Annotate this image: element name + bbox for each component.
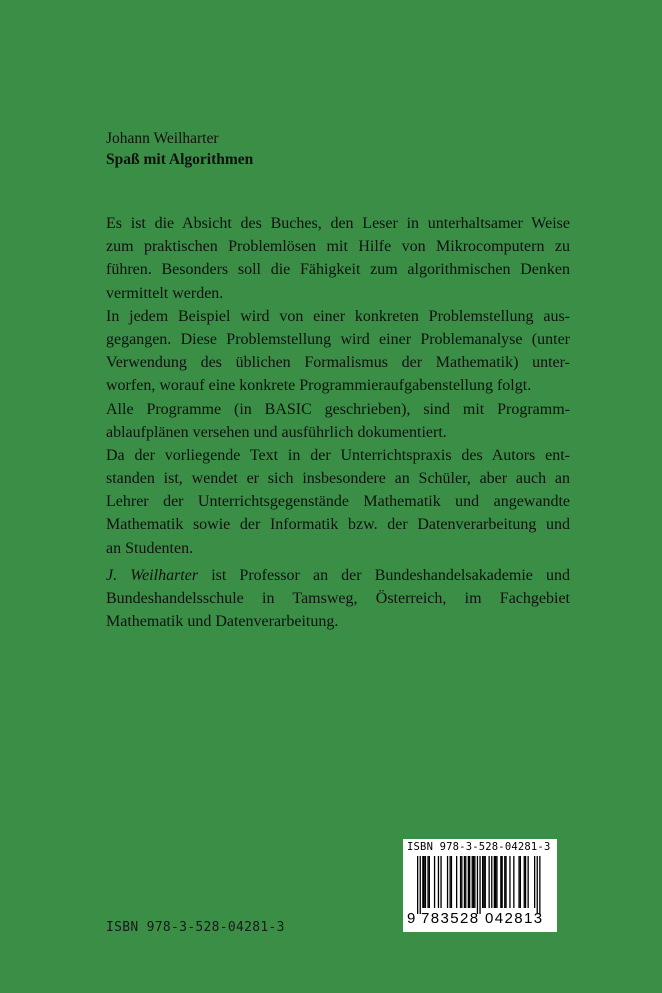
- bio-line: [106, 564, 570, 587]
- barcode-bar: [491, 856, 492, 908]
- description-line: Mathematik sowie der Informatik bzw. der Datenverarbeitung und: [106, 516, 570, 534]
- barcode-bar: [450, 856, 451, 908]
- barcode-bar: [429, 856, 430, 908]
- barcode-bar: [524, 856, 525, 908]
- barcode-bar: [495, 856, 496, 908]
- barcode-bar: [424, 856, 425, 908]
- bio-author-name: J. Weilharter: [106, 567, 199, 584]
- barcode-bar: [468, 856, 469, 908]
- barcode-bar: [440, 856, 441, 908]
- barcode-bar: [438, 856, 439, 908]
- barcode-bars: [407, 856, 553, 914]
- barcode-bar: [483, 856, 484, 908]
- barcode-bar: [509, 856, 510, 908]
- barcode-bar: [451, 856, 452, 908]
- barcode-bar: [534, 856, 535, 908]
- barcode-bar: [528, 856, 529, 908]
- description-line: Verwendung des üblichen Formalismus der Mathematik) unter-: [106, 354, 570, 372]
- description-line: ablaufplänen versehen und ausführlich dokumentiert.: [106, 423, 447, 441]
- barcode-bar: [539, 856, 540, 914]
- author-name: Johann Weilharter: [106, 130, 219, 147]
- barcode-bar: [447, 856, 448, 908]
- description-line: Lehrer der Unterrichtsgegenstände Mathematik und angewandte: [106, 493, 570, 511]
- description-line: an Studenten.: [106, 539, 194, 557]
- barcode-bar: [489, 856, 490, 908]
- barcode-bar: [500, 856, 501, 908]
- barcode-bar: [525, 856, 526, 908]
- barcode-bar: [502, 856, 503, 908]
- barcode-bar: [461, 856, 462, 908]
- description-line: zum praktischen Problemlösen mit Hilfe von Mikrocomputern zu: [106, 238, 570, 256]
- description-line: führen. Besonders soll die Fähigkeit zum algorithmischen Denken: [106, 261, 570, 279]
- description-text: [106, 212, 570, 560]
- bio-line-rest: ist Professor an der Bundeshandelsakademie und: [198, 567, 571, 584]
- barcode-bar: [474, 856, 475, 908]
- barcode-isbn-label: ISBN 978-3-528-04281-3: [407, 841, 551, 853]
- barcode-bar: [417, 856, 418, 914]
- barcode-bar: [479, 856, 480, 914]
- bio-line: Bundeshandelsschule in Tamsweg, Österreich, im Fachgebiet: [106, 590, 570, 608]
- isbn-barcode: [403, 839, 557, 932]
- description-line: Da der vorliegende Text in der Unterrichtspraxis des Autors ent-: [106, 446, 570, 464]
- barcode-bar: [469, 856, 470, 908]
- barcode-bar: [422, 856, 423, 908]
- isbn-number: ISBN 978-3-528-04281-3: [106, 920, 285, 935]
- description-line: Alle Programme (in BASIC geschrieben), sind mit Programm-: [106, 400, 570, 418]
- description-line: worfen, worauf eine konkrete Programmieraufgabenstellung folgt.: [106, 377, 532, 395]
- barcode-bar: [504, 856, 505, 908]
- barcode-bar: [473, 856, 474, 908]
- barcode-bar: [520, 856, 521, 908]
- description-line: vermittelt werden.: [106, 284, 224, 302]
- barcode-bar: [456, 856, 457, 908]
- barcode-bar: [425, 856, 426, 908]
- barcode-bar: [485, 856, 486, 908]
- barcode-bar: [482, 856, 483, 908]
- barcode-bar: [477, 856, 478, 914]
- description-line: gegangen. Diese Problemstellung wird einer Problemanalyse (unter: [106, 330, 570, 348]
- barcode-bar: [513, 856, 514, 908]
- barcode-lead-digit: 9: [407, 910, 416, 927]
- barcode-bar: [427, 856, 428, 908]
- barcode-bar: [460, 856, 461, 908]
- barcode-bar: [537, 856, 538, 914]
- book-title: Spaß mit Algorithmen: [106, 151, 254, 168]
- barcode-bar: [494, 856, 495, 908]
- barcode-bar: [518, 856, 519, 908]
- barcode-bar: [472, 856, 473, 908]
- author-bio: [106, 564, 570, 634]
- barcode-bar: [434, 856, 435, 908]
- barcode-bar: [505, 856, 506, 908]
- description-line: Es ist die Absicht des Buches, den Leser in unterhaltsamer Weise: [106, 215, 570, 232]
- barcode-bar: [496, 856, 497, 908]
- description-line: standen ist, wendet er sich insbesondere an Schüler, aber auch an: [106, 470, 570, 488]
- barcode-bar: [465, 856, 466, 908]
- barcode-number: 783528 042813: [421, 910, 544, 927]
- description-line: In jedem Beispiel wird von einer konkreten Problemstellung aus-: [106, 307, 570, 325]
- bio-line: Mathematik und Datenverarbeitung.: [106, 613, 339, 631]
- barcode-bar: [464, 856, 465, 908]
- barcode-bar: [420, 856, 421, 914]
